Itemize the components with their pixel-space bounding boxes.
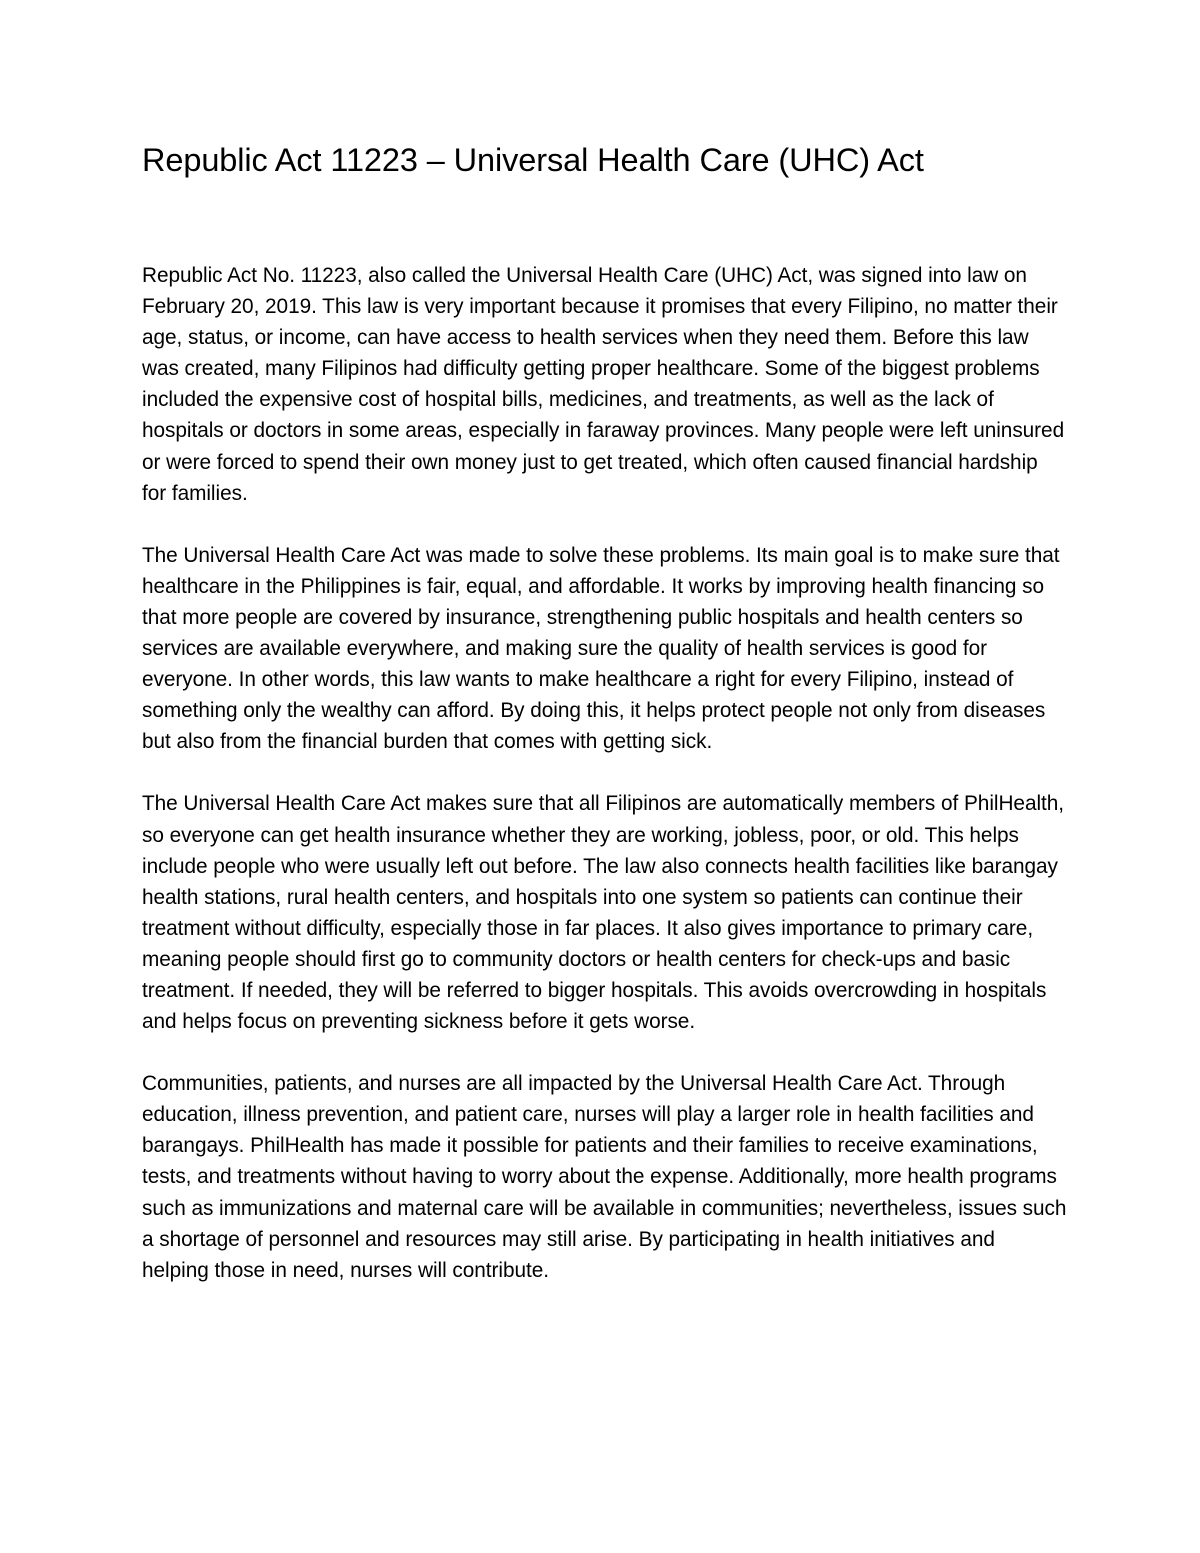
document-body: [142, 138, 1067, 1317]
paragraph-1: Republic Act No. 11223, also called the Universal Health Care (UHC) Act, was signed into law on February 20, 2019. This law is very important because it promises that every Filipino, no matter their age, status, or income, can have access to health services when they need them. Before this law was created, many Filipinos had difficulty getting proper healthcare. Some of the biggest problems included the expensive cost of hospital bills, medicines, and treatments, as well as the lack of hospitals or doctors in some areas, especially in faraway provinces. Many people were left uninsured or were forced to spend their own money just to get treated, which often caused financial hardship for families.: [142, 264, 1065, 505]
paragraph-4: Communities, patients, and nurses are all impacted by the Universal Health Care Act. Through education, illness prevention, and patient care, nurses will play a larger role in health facilities and barangays. PhilHealth has made it possible for patients and their families to receive examinations, tests, and treatments without having to worry about the expense. Additionally, more health programs such as immunizations and maternal care will be available in communities; nevertheless, issues such a shortage of personnel and resources may still arise. By participating in health initiatives and helping those in need, nurses will contribute.: [142, 1072, 1067, 1282]
document-title: Republic Act 11223 – Universal Health Care (UHC) Act: [142, 142, 924, 178]
paragraph-3: The Universal Health Care Act makes sure that all Filipinos are automatically members of PhilHealth, so everyone can get health insurance whether they are working, jobless, poor, or old. This helps include people who were usually left out before. The law also connects health facilities like barangay health stations, rural health centers, and hospitals into one system so patients can continue their treatment without difficulty, especially those in far places. It also gives importance to primary care, meaning people should first go to community doctors or health centers for check-ups and basic treatment. If needed, they will be referred to bigger hospitals. This avoids overcrowding in hospitals and helps focus on preventing sickness before it gets worse.: [142, 792, 1065, 1034]
paragraph-2: The Universal Health Care Act was made to solve these problems. Its main goal is to make sure that healthcare in the Philippines is fair, equal, and affordable. It works by improving health financing so that more people are covered by insurance, strengthening public hospitals and health centers so services are available everywhere, and making sure the quality of health services is good for everyone. In other words, this law wants to make healthcare a right for every Filipino, instead of something only the wealthy can afford. By doing this, it helps protect people not only from diseases but also from the financial burden that comes with getting sick.: [142, 543, 1060, 754]
